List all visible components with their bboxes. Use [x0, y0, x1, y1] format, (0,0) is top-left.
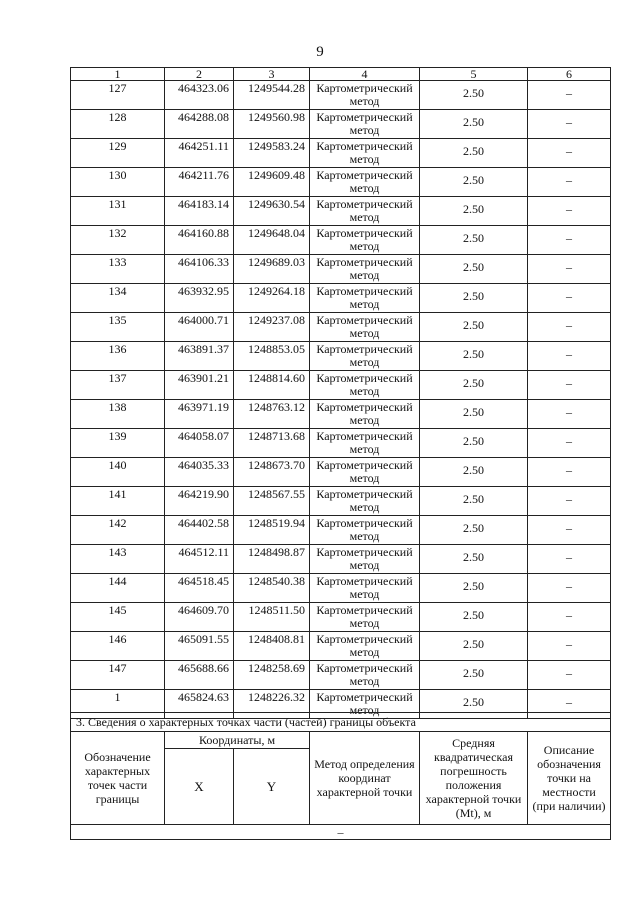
coord-x: 464609.70: [165, 603, 234, 632]
table-row: [71, 81, 611, 110]
column-number: 1: [71, 68, 165, 81]
method: Картометрический метод: [310, 168, 420, 197]
error-value: [420, 487, 528, 516]
header-error: [420, 732, 528, 825]
coord-x: 463932.95: [165, 284, 234, 313]
description-text: –: [566, 695, 572, 709]
coord-y: 1248567.55: [234, 487, 310, 516]
point-number: 142: [71, 516, 165, 545]
description: [528, 110, 611, 139]
coord-x: 465688.66: [165, 661, 234, 690]
coord-x: 464211.76: [165, 168, 234, 197]
method: Картометрический метод: [310, 371, 420, 400]
coord-y: 1248226.32: [234, 690, 310, 719]
table-row: [71, 255, 611, 284]
description: [528, 516, 611, 545]
empty-mark: –: [71, 825, 611, 840]
error-value: [420, 313, 528, 342]
coord-x: 465091.55: [165, 632, 234, 661]
coord-x: 464251.11: [165, 139, 234, 168]
point-number: 129: [71, 139, 165, 168]
error-value-text: 2.50: [463, 637, 484, 651]
description-text: –: [566, 463, 572, 477]
coord-x: 464160.88: [165, 226, 234, 255]
page-number: 9: [316, 44, 324, 60]
point-number: 131: [71, 197, 165, 226]
method: Картометрический метод: [310, 139, 420, 168]
description: [528, 342, 611, 371]
error-value: [420, 603, 528, 632]
column-number: 3: [234, 68, 310, 81]
error-value: [420, 371, 528, 400]
description: [528, 284, 611, 313]
point-number: 136: [71, 342, 165, 371]
description: [528, 313, 611, 342]
error-value-text: 2.50: [463, 231, 484, 245]
coord-x: 463891.37: [165, 342, 234, 371]
table-row: [71, 226, 611, 255]
header-coordinates: Координаты, м: [165, 732, 310, 749]
description: [528, 255, 611, 284]
error-value-text: 2.50: [463, 608, 484, 622]
column-number: 5: [420, 68, 528, 81]
point-number: 138: [71, 400, 165, 429]
description: [528, 574, 611, 603]
section3-title: 3. Сведения о характерных точках части (частей) границы объекта: [71, 713, 611, 732]
table-row: [71, 516, 611, 545]
coord-x: 464219.90: [165, 487, 234, 516]
table-row: [71, 487, 611, 516]
error-value-text: 2.50: [463, 521, 484, 535]
table-row: [71, 661, 611, 690]
error-value: [420, 458, 528, 487]
description: [528, 226, 611, 255]
point-number: 135: [71, 313, 165, 342]
coord-y: 1248814.60: [234, 371, 310, 400]
table-row: [71, 342, 611, 371]
description-text: –: [566, 608, 572, 622]
error-value: [420, 661, 528, 690]
description: [528, 429, 611, 458]
table-row: [71, 429, 611, 458]
table-row: [71, 168, 611, 197]
coord-x: 464035.33: [165, 458, 234, 487]
description-text: –: [566, 405, 572, 419]
table-row: [71, 284, 611, 313]
error-value-text: 2.50: [463, 260, 484, 274]
error-value: [420, 139, 528, 168]
table-row: [71, 545, 611, 574]
point-number: 145: [71, 603, 165, 632]
point-number: 147: [71, 661, 165, 690]
error-value: [420, 284, 528, 313]
coord-x: 464402.58: [165, 516, 234, 545]
method: Картометрический метод: [310, 516, 420, 545]
error-value-text: 2.50: [463, 144, 484, 158]
error-value: [420, 81, 528, 110]
error-value-text: 2.50: [463, 666, 484, 680]
error-value-text: 2.50: [463, 289, 484, 303]
description: [528, 371, 611, 400]
column-number: 4: [310, 68, 420, 81]
column-number: 2: [165, 68, 234, 81]
error-value-text: 2.50: [463, 434, 484, 448]
description-text: –: [566, 318, 572, 332]
description-text: –: [566, 231, 572, 245]
error-value-text: 2.50: [463, 695, 484, 709]
method: Картометрический метод: [310, 661, 420, 690]
description: [528, 545, 611, 574]
error-value: [420, 342, 528, 371]
error-value: [420, 429, 528, 458]
error-value-text: 2.50: [463, 115, 484, 129]
table-row: [71, 313, 611, 342]
error-value: [420, 516, 528, 545]
coord-x: 464323.06: [165, 81, 234, 110]
method: Картометрический метод: [310, 255, 420, 284]
error-value-text: 2.50: [463, 86, 484, 100]
coord-x: 463901.21: [165, 371, 234, 400]
header-y: Y: [234, 749, 310, 825]
description-text: –: [566, 144, 572, 158]
description-text: –: [566, 260, 572, 274]
point-number: 130: [71, 168, 165, 197]
error-value-text: 2.50: [463, 202, 484, 216]
error-value-text: 2.50: [463, 463, 484, 477]
description-text: –: [566, 202, 572, 216]
coord-x: 464000.71: [165, 313, 234, 342]
point-number: 1: [71, 690, 165, 719]
description-text: –: [566, 86, 572, 100]
coord-x: 464106.33: [165, 255, 234, 284]
coord-y: 1249648.04: [234, 226, 310, 255]
coord-y: 1249237.08: [234, 313, 310, 342]
coord-x: 464058.07: [165, 429, 234, 458]
table-row: [71, 110, 611, 139]
header-x: X: [165, 749, 234, 825]
description: [528, 603, 611, 632]
table-row: [71, 371, 611, 400]
coord-y: 1248763.12: [234, 400, 310, 429]
coord-x: 464288.08: [165, 110, 234, 139]
coord-y: 1249689.03: [234, 255, 310, 284]
description: [528, 139, 611, 168]
coord-x: 465824.63: [165, 690, 234, 719]
column-number-row: [71, 68, 611, 81]
error-value-text: 2.50: [463, 376, 484, 390]
point-number: 146: [71, 632, 165, 661]
point-number: 144: [71, 574, 165, 603]
description: [528, 81, 611, 110]
method: Картометрический метод: [310, 110, 420, 139]
error-value-text: 2.50: [463, 347, 484, 361]
coord-y: 1248258.69: [234, 661, 310, 690]
coord-x: 464512.11: [165, 545, 234, 574]
error-value: [420, 110, 528, 139]
header-error-text: Средняя квадратическая погрешность положения характерной точки (Mt), м: [425, 736, 522, 820]
error-value-text: 2.50: [463, 550, 484, 564]
description: [528, 632, 611, 661]
point-number: 128: [71, 110, 165, 139]
coordinates-table: [70, 67, 611, 719]
description-text: –: [566, 347, 572, 361]
point-number: 127: [71, 81, 165, 110]
description: [528, 661, 611, 690]
point-number: 143: [71, 545, 165, 574]
point-number: 140: [71, 458, 165, 487]
description: [528, 458, 611, 487]
coord-y: 1248519.94: [234, 516, 310, 545]
coord-y: 1248673.70: [234, 458, 310, 487]
table-row: [71, 400, 611, 429]
description-text: –: [566, 434, 572, 448]
method: Картометрический метод: [310, 81, 420, 110]
coord-y: 1248408.81: [234, 632, 310, 661]
error-value: [420, 168, 528, 197]
coord-y: 1248511.50: [234, 603, 310, 632]
error-value-text: 2.50: [463, 492, 484, 506]
coord-y: 1248713.68: [234, 429, 310, 458]
point-number: 139: [71, 429, 165, 458]
table-row: [71, 632, 611, 661]
error-value-text: 2.50: [463, 318, 484, 332]
description-text: –: [566, 637, 572, 651]
method: Картометрический метод: [310, 284, 420, 313]
method: Картометрический метод: [310, 342, 420, 371]
description-text: –: [566, 521, 572, 535]
error-value: [420, 574, 528, 603]
coord-x: 464183.14: [165, 197, 234, 226]
column-number: 6: [528, 68, 611, 81]
method: Картометрический метод: [310, 545, 420, 574]
description: [528, 197, 611, 226]
description: [528, 487, 611, 516]
coord-y: 1249609.48: [234, 168, 310, 197]
coord-y: 1249630.54: [234, 197, 310, 226]
description-text: –: [566, 666, 572, 680]
point-number: 132: [71, 226, 165, 255]
method: Картометрический метод: [310, 400, 420, 429]
coord-y: 1249544.28: [234, 81, 310, 110]
coord-x: 464518.45: [165, 574, 234, 603]
method: Картометрический метод: [310, 632, 420, 661]
coord-y: 1249264.18: [234, 284, 310, 313]
header-description: Описание обозначения точки на местности (при наличии): [528, 732, 611, 825]
method: Картометрический метод: [310, 487, 420, 516]
error-value: [420, 255, 528, 284]
description-text: –: [566, 579, 572, 593]
description-text: –: [566, 550, 572, 564]
description-text: –: [566, 115, 572, 129]
error-value-text: 2.50: [463, 405, 484, 419]
point-number: 137: [71, 371, 165, 400]
error-value: [420, 197, 528, 226]
description-text: –: [566, 173, 572, 187]
error-value: [420, 545, 528, 574]
method: Картометрический метод: [310, 603, 420, 632]
method: Картометрический метод: [310, 226, 420, 255]
method: Картометрический метод: [310, 458, 420, 487]
point-number: 134: [71, 284, 165, 313]
coord-y: 1248853.05: [234, 342, 310, 371]
method: Картометрический метод: [310, 429, 420, 458]
point-number: 133: [71, 255, 165, 284]
method: Картометрический метод: [310, 574, 420, 603]
error-value-text: 2.50: [463, 173, 484, 187]
header-method: Метод определения координат характерной точки: [310, 732, 420, 825]
coord-y: 1248498.87: [234, 545, 310, 574]
table-row: [71, 139, 611, 168]
method: Картометрический метод: [310, 197, 420, 226]
description-text: –: [566, 492, 572, 506]
description: [528, 168, 611, 197]
header-point-designation: Обозначение характерных точек части границы: [71, 732, 165, 825]
coord-y: 1248540.38: [234, 574, 310, 603]
description-text: –: [566, 376, 572, 390]
error-value: [420, 226, 528, 255]
section3-table: [70, 712, 611, 840]
coord-y: 1249560.98: [234, 110, 310, 139]
table-row: [71, 197, 611, 226]
method: Картометрический метод: [310, 690, 420, 719]
description-text: –: [566, 289, 572, 303]
coord-x: 463971.19: [165, 400, 234, 429]
table-row: [71, 603, 611, 632]
description: [528, 400, 611, 429]
table-row: [71, 574, 611, 603]
coord-y: 1249583.24: [234, 139, 310, 168]
error-value-text: 2.50: [463, 579, 484, 593]
error-value: [420, 632, 528, 661]
error-value: [420, 400, 528, 429]
method: Картометрический метод: [310, 313, 420, 342]
point-number: 141: [71, 487, 165, 516]
table-row: [71, 458, 611, 487]
